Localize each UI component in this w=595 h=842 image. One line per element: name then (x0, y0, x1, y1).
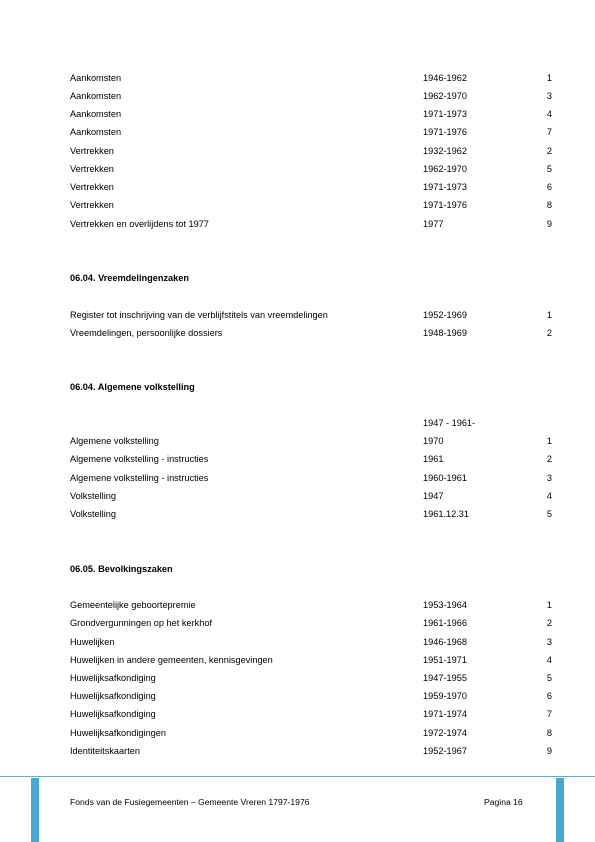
record-number: 3 (546, 91, 552, 101)
footer-divider (0, 776, 595, 777)
record-title: Grondvergunningen op het kerkhof (70, 618, 212, 628)
table-row (0, 326, 595, 340)
record-number: 2 (546, 454, 552, 464)
table-row (0, 653, 595, 667)
record-number: 6 (546, 691, 552, 701)
table-row (0, 726, 595, 740)
record-years: 1971-1976 (423, 127, 467, 137)
record-title: Huwelijksafkondiging (70, 673, 156, 683)
table-row-continuation (0, 416, 595, 430)
record-title: Huwelijksafkondiging (70, 709, 156, 719)
record-years: 1953-1964 (423, 600, 467, 610)
record-number: 5 (546, 673, 552, 683)
record-years: 1948-1969 (423, 328, 467, 338)
record-years: 1952-1967 (423, 746, 467, 756)
record-number: 6 (546, 182, 552, 192)
record-years: 1961.12.31 (423, 509, 469, 519)
footer-page-number: Pagina 16 (484, 797, 523, 807)
record-number: 5 (546, 509, 552, 519)
record-years: 1946-1968 (423, 637, 467, 647)
record-years: 1947 (423, 491, 444, 501)
record-years: 1971-1973 (423, 109, 467, 119)
record-years: 1959-1970 (423, 691, 467, 701)
table-row (0, 744, 595, 758)
record-title: Aankomsten (70, 73, 122, 83)
record-years-first-line: 1947 - 1961- (423, 418, 476, 428)
record-title: Gemeentelijke geboortepremie (70, 600, 196, 610)
record-title: Aankomsten (70, 91, 122, 101)
record-title: Algemene volkstelling - instructies (70, 454, 209, 464)
record-years: 1971-1976 (423, 200, 467, 210)
section-heading: 06.05. Bevolkingszaken (70, 564, 173, 574)
table-row (0, 507, 595, 521)
record-title: Volkstelling (70, 509, 116, 519)
section-heading: 06.04. Vreemdelingenzaken (70, 273, 189, 283)
record-title: Vertrekken (70, 164, 114, 174)
table-row (0, 217, 595, 231)
record-number: 9 (546, 219, 552, 229)
record-number: 4 (546, 109, 552, 119)
record-title: Algemene volkstelling - instructies (70, 473, 209, 483)
record-title: Register tot inschrijving van de verblijfstitels van vreemdelingen (70, 310, 328, 320)
record-number: 8 (546, 728, 552, 738)
record-title: Huwelijken in andere gemeenten, kennisgevingen (70, 655, 273, 665)
record-number: 5 (546, 164, 552, 174)
record-years: 1960-1961 (423, 473, 467, 483)
record-title: Aankomsten (70, 127, 122, 137)
record-title: Aankomsten (70, 109, 122, 119)
record-years: 1977 (423, 219, 444, 229)
table-row (0, 180, 595, 194)
record-years: 1946-1962 (423, 73, 467, 83)
record-years: 1971-1974 (423, 709, 467, 719)
table-row (0, 598, 595, 612)
record-number: 1 (546, 73, 552, 83)
table-row (0, 434, 595, 448)
table-row (0, 125, 595, 139)
table-row (0, 198, 595, 212)
record-title: Algemene volkstelling (70, 436, 159, 446)
table-row (0, 162, 595, 176)
record-number: 9 (546, 746, 552, 756)
record-title: Vreemdelingen, persoonlijke dossiers (70, 328, 223, 338)
footer-right-bar (556, 778, 564, 842)
record-years: 1972-1974 (423, 728, 467, 738)
table-row (0, 707, 595, 721)
record-number: 3 (546, 473, 552, 483)
record-number: 4 (546, 491, 552, 501)
table-row (0, 689, 595, 703)
table-row (0, 144, 595, 158)
table-row (0, 308, 595, 322)
record-years: 1961 (423, 454, 444, 464)
record-number: 1 (546, 436, 552, 446)
record-years: 1962-1970 (423, 91, 467, 101)
record-number: 7 (546, 127, 552, 137)
table-row (0, 452, 595, 466)
table-row (0, 71, 595, 85)
record-title: Vertrekken en overlijdens tot 1977 (70, 219, 209, 229)
table-row (0, 107, 595, 121)
footer-left-bar (31, 778, 39, 842)
record-years: 1962-1970 (423, 164, 467, 174)
table-row (0, 471, 595, 485)
record-years: 1947-1955 (423, 673, 467, 683)
record-years: 1970 (423, 436, 444, 446)
record-number: 3 (546, 637, 552, 647)
record-years: 1932-1962 (423, 146, 467, 156)
record-title: Vertrekken (70, 182, 114, 192)
record-number: 1 (546, 310, 552, 320)
table-row (0, 635, 595, 649)
record-number: 4 (546, 655, 552, 665)
table-row (0, 671, 595, 685)
record-title: Huwelijken (70, 637, 115, 647)
record-number: 8 (546, 200, 552, 210)
record-years: 1952-1969 (423, 310, 467, 320)
record-number: 2 (546, 146, 552, 156)
record-number: 7 (546, 709, 552, 719)
record-years: 1951-1971 (423, 655, 467, 665)
record-number: 2 (546, 618, 552, 628)
record-years: 1971-1973 (423, 182, 467, 192)
record-number: 1 (546, 600, 552, 610)
record-title: Huwelijksafkondigingen (70, 728, 167, 738)
record-title: Vertrekken (70, 146, 114, 156)
record-years: 1961-1966 (423, 618, 467, 628)
record-title: Volkstelling (70, 491, 116, 501)
footer-document-title: Fonds van de Fusiegemeenten – Gemeente Vreren 1797-1976 (70, 797, 310, 807)
table-row (0, 616, 595, 630)
record-title: Identiteitskaarten (70, 746, 140, 756)
table-row (0, 489, 595, 503)
section-heading: 06.04. Algemene volkstelling (70, 382, 195, 392)
record-title: Huwelijksafkondiging (70, 691, 156, 701)
record-title: Vertrekken (70, 200, 114, 210)
record-number: 2 (546, 328, 552, 338)
table-row (0, 89, 595, 103)
